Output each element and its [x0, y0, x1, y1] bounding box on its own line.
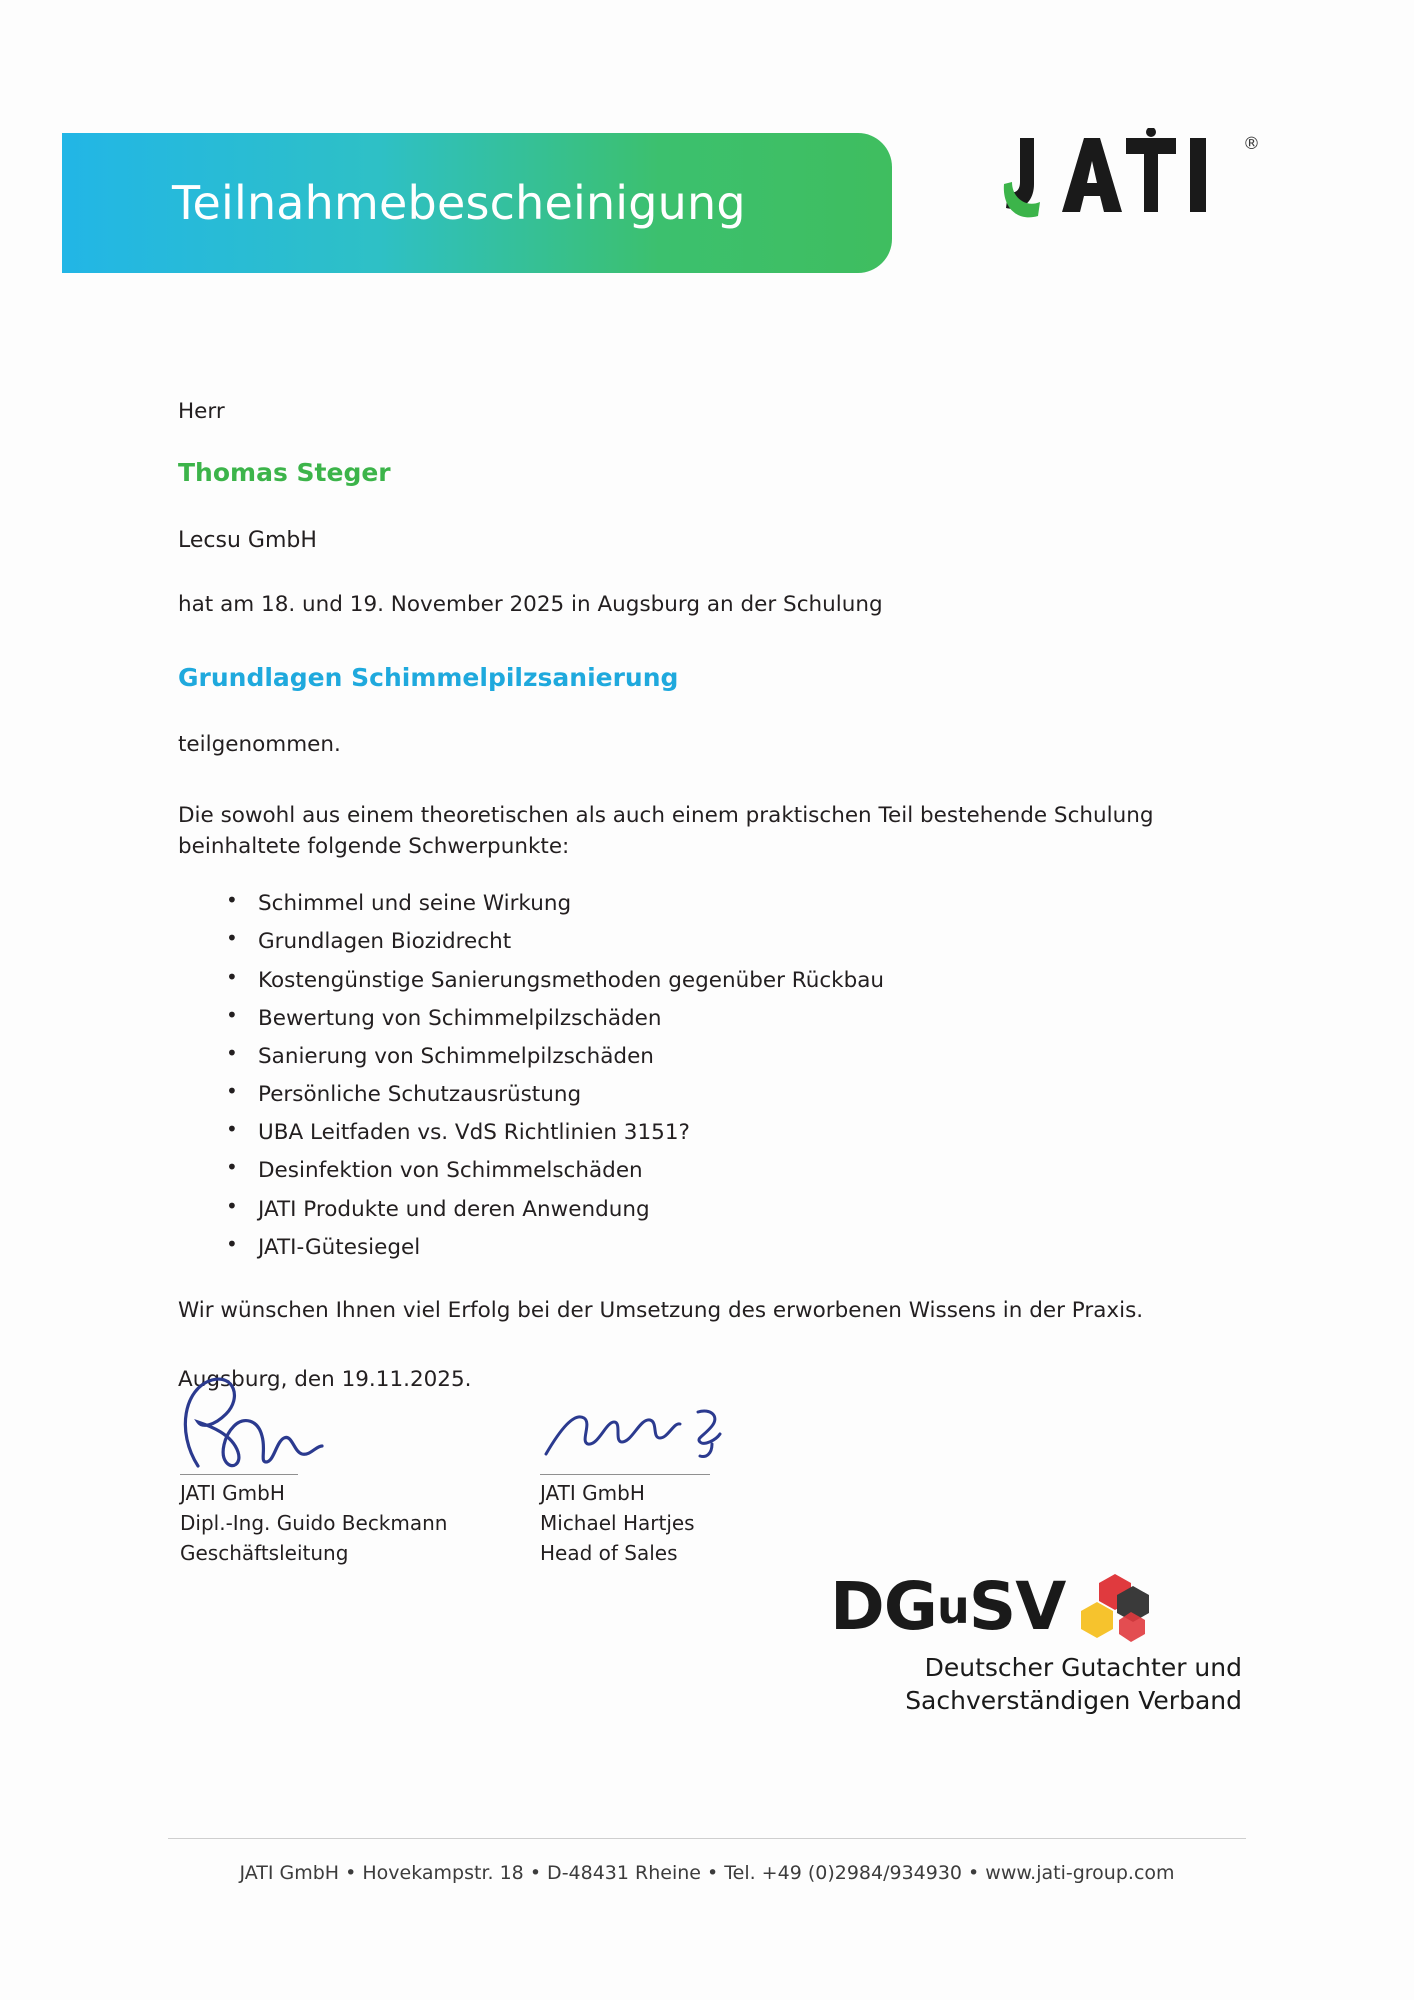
participated-text: teilgenommen. — [178, 731, 341, 757]
course-title: Grundlagen Schimmelpilzsanierung — [178, 663, 679, 693]
registered-mark-icon: ® — [1243, 134, 1260, 154]
recipient-name: Thomas Steger — [178, 458, 391, 488]
salutation: Herr — [178, 399, 225, 424]
list-item: • Schimmel und seine Wirkung — [226, 888, 1208, 919]
list-item: • UBA Leitfaden vs. VdS Richtlinien 3151? — [226, 1117, 1208, 1148]
certificate-body — [178, 396, 1208, 1395]
signature-role: Geschäftsleitung — [180, 1541, 349, 1565]
signature-block-left — [180, 1478, 447, 1568]
signature-rule-left — [180, 1474, 298, 1475]
recipient-company: Lecsu GmbH — [178, 528, 317, 554]
jati-logo-graphic — [1000, 128, 1260, 238]
dgusv-subtitle — [830, 1652, 1250, 1717]
dgusv-wordmark — [830, 1568, 1250, 1645]
closing-wishes: Wir wünschen Ihnen viel Erfolg bei der Umsetzung des erworbenen Wissens in der Praxis. — [178, 1297, 1144, 1323]
footer-text: JATI GmbH • Hovekampstr. 18 • D-48431 Rheine • Tel. +49 (0)2984/934930 • www.jati-group.com — [239, 1862, 1175, 1884]
dgusv-subtitle-line1: Deutscher Gutachter und — [924, 1653, 1242, 1682]
intro-text: Die sowohl aus einem theoretischen als auch einem praktischen Teil bestehende Schulung beinhaltete folgende Schwerpunkte: — [178, 802, 1154, 860]
signature-image-left — [180, 1370, 400, 1484]
list-item: • Persönliche Schutzausrüstung — [226, 1079, 1208, 1110]
signature-name: Michael Hartjes — [540, 1511, 695, 1535]
signature-role: Head of Sales — [540, 1541, 678, 1565]
list-item: • Bewertung von Schimmelpilzschäden — [226, 1003, 1208, 1034]
signature-block-right — [540, 1478, 695, 1568]
dgusv-word-small: u — [936, 1580, 969, 1634]
signature-rule-right — [540, 1474, 710, 1475]
list-item: • JATI-Gütesiegel — [226, 1232, 1208, 1263]
signature-image-right — [540, 1392, 760, 1476]
list-item: • Sanierung von Schimmelpilzschäden — [226, 1041, 1208, 1072]
list-item: • JATI Produkte und deren Anwendung — [226, 1194, 1208, 1225]
list-item: • Desinfektion von Schimmelschäden — [226, 1155, 1208, 1186]
jati-logo — [1000, 128, 1260, 238]
dgusv-word-2: SV — [968, 1568, 1066, 1645]
header-banner — [62, 133, 892, 273]
signature-company: JATI GmbH — [180, 1481, 285, 1505]
topics-list — [178, 888, 1208, 1263]
signature-company: JATI GmbH — [540, 1481, 645, 1505]
dgusv-hexagon-icon — [1075, 1572, 1155, 1642]
place-and-date: Augsburg, den 19.11.2025. — [178, 1367, 472, 1393]
dgusv-subtitle-line2: Sachverständigen Verband — [905, 1685, 1242, 1715]
list-item: • Grundlagen Biozidrecht — [226, 926, 1208, 957]
dgusv-word-1: DG — [830, 1568, 937, 1645]
dgusv-logo — [830, 1568, 1250, 1717]
signature-name: Dipl.-Ing. Guido Beckmann — [180, 1511, 448, 1535]
footer-divider — [168, 1838, 1246, 1839]
attendance-line: hat am 18. und 19. November 2025 in Augsburg an der Schulung — [178, 592, 883, 618]
list-item: • Kostengünstige Sanierungsmethoden gegenüber Rückbau — [226, 965, 1208, 996]
page-title: Teilnahmebescheinigung — [172, 176, 746, 230]
